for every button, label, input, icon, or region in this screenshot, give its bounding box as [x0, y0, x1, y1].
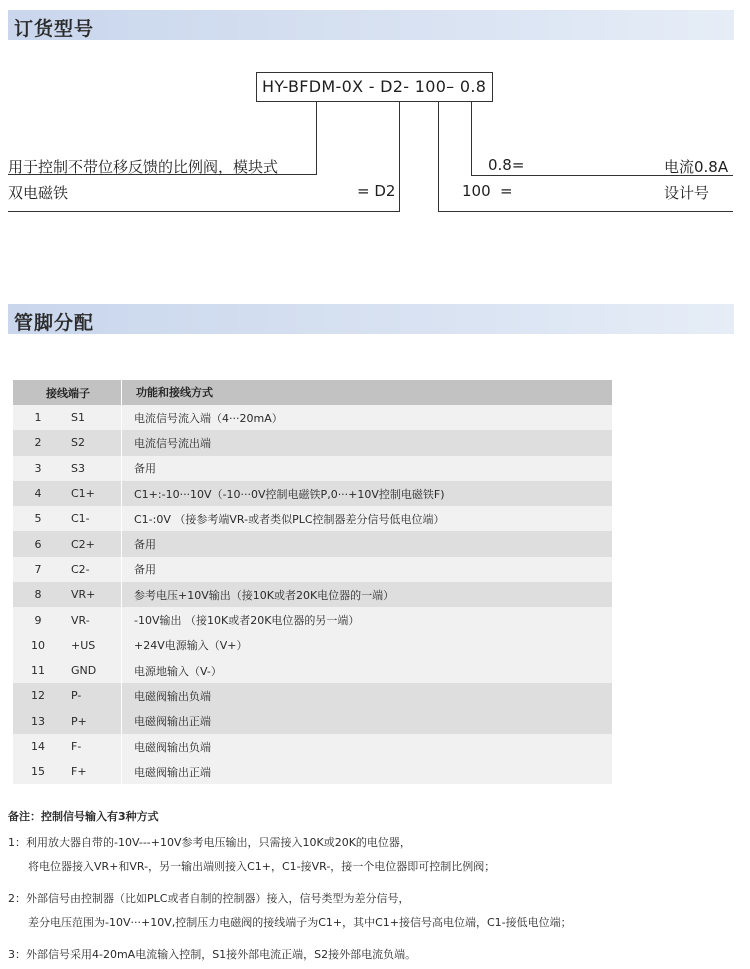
pin-terminal: C2+ [71, 537, 95, 551]
pin-number: 5 [34, 512, 42, 526]
table-row [13, 531, 612, 556]
pin-terminal: VR+ [71, 588, 96, 602]
pin-terminal: F- [71, 740, 82, 753]
pin-number: 10 [31, 638, 45, 652]
connector-r2-vertical [438, 102, 439, 212]
header-terminal: 接线端子 [46, 386, 90, 400]
pin-terminal: C1- [71, 512, 90, 526]
pin-terminal: GND [71, 664, 97, 678]
note-3: 3：外部信号采用4-20mA电流输入控制，S1接外部电流正端，S2接外部电流负端。 [8, 948, 417, 961]
table-row [13, 607, 612, 632]
table-row [13, 658, 612, 683]
table-row [13, 456, 612, 481]
pin-terminal: S1 [71, 411, 85, 425]
pin-table [13, 380, 612, 784]
table-row [13, 405, 612, 430]
connector-r1-vertical [471, 102, 472, 176]
pin-number: 7 [34, 562, 42, 576]
pin-function: 备用 [121, 456, 156, 481]
pin-function: -10V输出 （接10K或者20K电位器的另一端） [121, 607, 359, 632]
notes-heading: 备注：控制信号输入有3种方式 [8, 810, 159, 823]
table-row [13, 481, 612, 506]
pin-function: C1-:0V （接参考端VR-或者类似PLC控制器差分信号低电位端） [121, 506, 445, 531]
order-section-band [8, 10, 734, 40]
pin-terminal: P- [71, 689, 82, 703]
note-1a: 1：利用放大器自带的-10V---+10V参考电压输出，只需接入10K或20K的电位器， [8, 836, 411, 849]
pin-number: 9 [34, 613, 42, 627]
pin-terminal: P+ [71, 714, 87, 728]
pin-terminal: VR- [71, 613, 90, 627]
left-code: = D2 [357, 182, 396, 200]
note-2b: 差分电压范围为-10V···+10V,控制压力电磁阀的接线端子为C1+，其中C1+接信号高电位端，C1-接低电位端； [28, 916, 572, 929]
pin-number: 4 [34, 487, 42, 501]
connector-mid-horizontal [8, 211, 400, 212]
pin-number: 11 [31, 664, 45, 678]
pin-terminal: +US [71, 638, 96, 652]
pin-function: 参考电压+10V输出（接10K或者20K电位器的一端） [121, 582, 394, 607]
pin-number: 14 [31, 740, 45, 753]
order-section-title: 订货型号 [14, 18, 95, 40]
table-row [13, 633, 612, 658]
pin-terminal: C2- [71, 562, 90, 576]
pin-number: 3 [34, 461, 42, 475]
connector-r2-horizontal [438, 211, 733, 212]
design-desc: 设计号 [664, 184, 710, 202]
table-row [13, 709, 612, 734]
design-eq: = [500, 182, 513, 200]
pins-section-title: 管脚分配 [14, 312, 95, 334]
left-desc-line2: 双电磁铁 [8, 184, 69, 202]
header-function: 功能和接线方式 [121, 380, 213, 405]
table-row [13, 557, 612, 582]
pin-number: 1 [34, 411, 42, 425]
pins-section-band [8, 304, 734, 334]
table-row [13, 683, 612, 708]
pin-terminal: S3 [71, 461, 85, 475]
pin-function: 备用 [121, 531, 156, 556]
pin-function: C1+:-10···10V（-10···0V控制电磁铁P,0···+10V控制电磁铁F) [121, 481, 445, 506]
pin-terminal: S2 [71, 436, 85, 450]
pin-number: 8 [34, 588, 42, 602]
connector-left-vertical [316, 102, 317, 174]
pin-function: 电磁阀输出正端 [121, 759, 211, 784]
table-row [13, 506, 612, 531]
pin-function: 电流信号流入端（4···20mA） [121, 405, 283, 430]
pin-table-header [13, 380, 612, 405]
table-row [13, 582, 612, 607]
model-code-box: HY-BFDM-0X - D2- 100– 0.8 [256, 72, 493, 102]
current-desc: 电流0.8A [664, 158, 729, 176]
pin-function: 电磁阀输出负端 [121, 683, 211, 708]
note-2a: 2：外部信号由控制器（比如PLC或者自制的控制器）接入，信号类型为差分信号， [8, 892, 410, 905]
pin-function: +24V电源输入（V+） [121, 633, 247, 658]
table-row [13, 734, 612, 759]
left-desc-line1: 用于控制不带位移反馈的比例阀，模块式 [8, 158, 279, 176]
pin-function: 电流信号流出端 [121, 430, 211, 455]
table-row [13, 430, 612, 455]
pin-number: 15 [31, 765, 45, 779]
pin-function: 电磁阀输出正端 [121, 709, 211, 734]
pin-function: 备用 [121, 557, 156, 582]
table-row [13, 759, 612, 784]
current-code: 0.8= [488, 156, 525, 174]
pin-terminal: F+ [71, 765, 87, 779]
design-code: 100 [462, 182, 491, 200]
pin-function: 电磁阀输出负端 [121, 734, 211, 759]
pin-number: 6 [34, 537, 42, 551]
pin-terminal: C1+ [71, 487, 95, 501]
pin-number: 12 [31, 689, 45, 703]
pin-number: 13 [31, 714, 45, 728]
note-1b: 将电位器接入VR+和VR-，另一输出端则接入C1+，C1-接VR-，接一个电位器即可控制比例阀； [28, 860, 496, 873]
connector-mid-vertical [399, 102, 400, 212]
pin-function: 电源地输入（V-） [121, 658, 222, 683]
pin-number: 2 [34, 436, 42, 450]
